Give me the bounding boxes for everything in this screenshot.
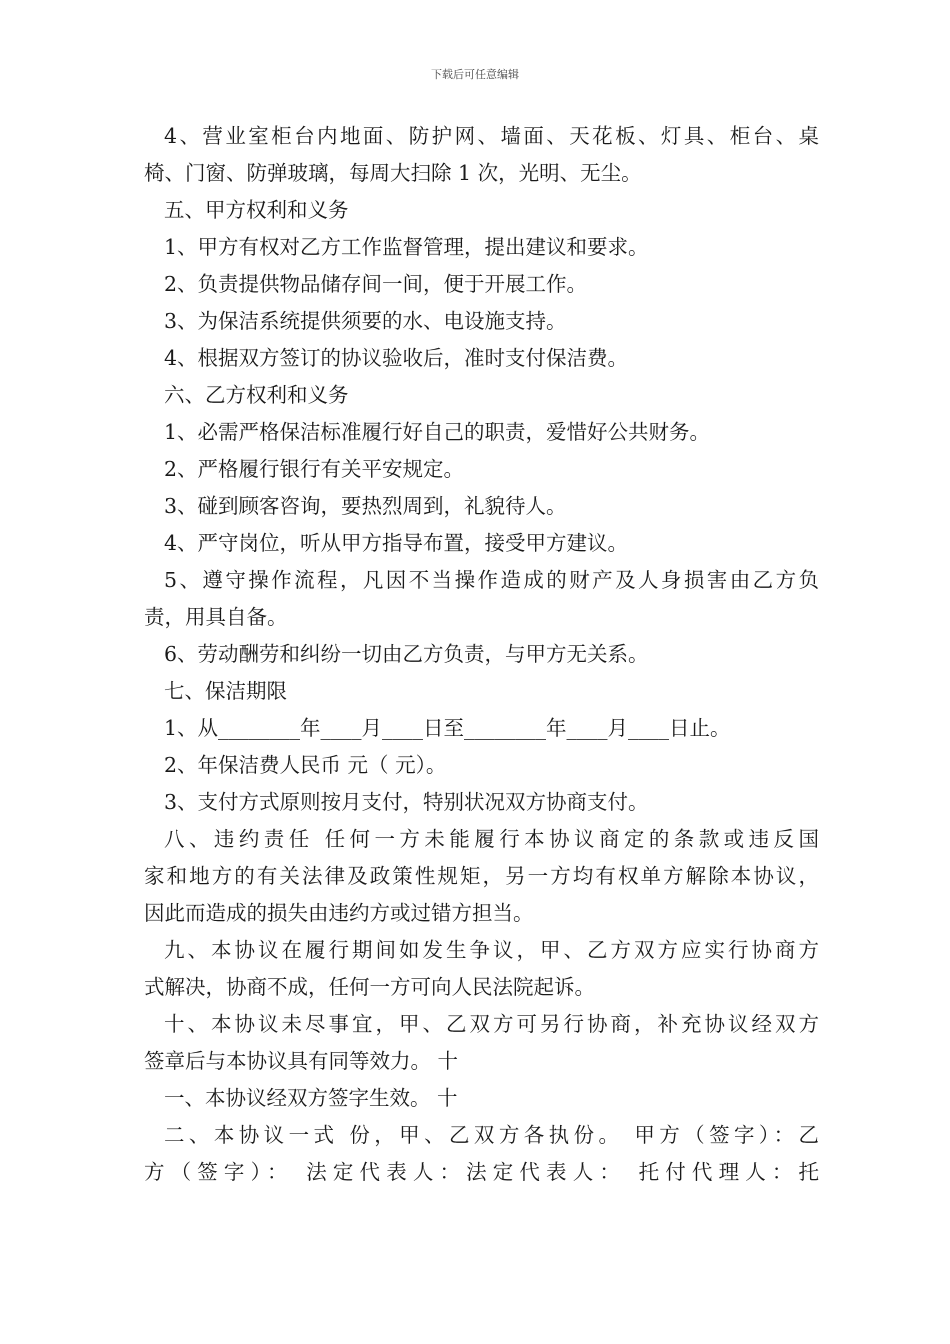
paragraph-line: 4、根据双方签订的协议验收后，准时支付保洁费。 <box>164 346 629 370</box>
section-heading: 七、保洁期限 <box>164 679 287 703</box>
paragraph-line: 椅、门窗、防弹玻璃，每周大扫除 1 次，光明、无尘。 <box>144 161 642 185</box>
paragraph-line: 6、劳动酬劳和纠纷一切由乙方负责，与甲方无关系。 <box>164 642 649 666</box>
paragraph-line: 方（签字）： 法定代表人：法定代表人： 托付代理人：托 <box>144 1160 819 1184</box>
paragraph-line: 二、本协议一式 份，甲、乙双方各执份。 甲方（签字）：乙 <box>164 1123 819 1147</box>
section-heading: 六、乙方权利和义务 <box>164 383 349 407</box>
paragraph-line: 5、遵守操作流程，凡因不当操作造成的财产及人身损害由乙方负 <box>164 568 819 592</box>
paragraph-line: 签章后与本协议具有同等效力。 十 <box>144 1049 459 1073</box>
paragraph-line: 2、严格履行银行有关平安规定。 <box>164 457 465 481</box>
paragraph-line: 2、年保洁费人民币 元（ 元）。 <box>164 753 447 777</box>
document-body <box>144 118 819 1191</box>
paragraph-line: 家和地方的有关法律及政策性规矩，另一方均有权单方解除本协议， <box>144 864 819 888</box>
paragraph-line: 4、严守岗位，听从甲方指导布置，接受甲方建议。 <box>164 531 629 555</box>
paragraph-line: 1、必需严格保洁标准履行好自己的职责，爱惜好公共财务。 <box>164 420 711 444</box>
paragraph-line: 九、本协议在履行期间如发生争议，甲、乙方双方应实行协商方 <box>164 938 819 962</box>
paragraph-line: 3、碰到顾客咨询，要热烈周到，礼貌待人。 <box>164 494 567 518</box>
section-heading: 五、甲方权利和义务 <box>164 198 349 222</box>
paragraph-line: 一、本协议经双方签字生效。 十 <box>164 1086 458 1110</box>
page-header: 下载后可任意编辑 <box>431 68 519 81</box>
paragraph-line: 2、负责提供物品储存间一间，便于开展工作。 <box>164 272 588 296</box>
paragraph-line: 3、为保洁系统提供须要的水、电设施支持。 <box>164 309 567 333</box>
paragraph-line: 3、支付方式原则按月支付，特别状况双方协商支付。 <box>164 790 649 814</box>
section-heading: 八、违约责任 任何一方未能履行本协议商定的条款或违反国 <box>164 827 819 851</box>
paragraph-line: 1、甲方有权对乙方工作监督管理，提出建议和要求。 <box>164 235 649 259</box>
paragraph-line: 1、从________年____月____日至________年____月____日止。 <box>164 716 731 740</box>
paragraph-line: 责，用具自备。 <box>144 605 288 629</box>
paragraph-line: 十、本协议未尽事宜，甲、乙双方可另行协商，补充协议经双方 <box>164 1012 819 1036</box>
paragraph-line: 式解决，协商不成，任何一方可向人民法院起诉。 <box>144 975 595 999</box>
paragraph-line: 4、营业室柜台内地面、防护网、墙面、天花板、灯具、柜台、桌 <box>164 124 819 148</box>
paragraph-line: 因此而造成的损失由违约方或过错方担当。 <box>144 901 534 925</box>
